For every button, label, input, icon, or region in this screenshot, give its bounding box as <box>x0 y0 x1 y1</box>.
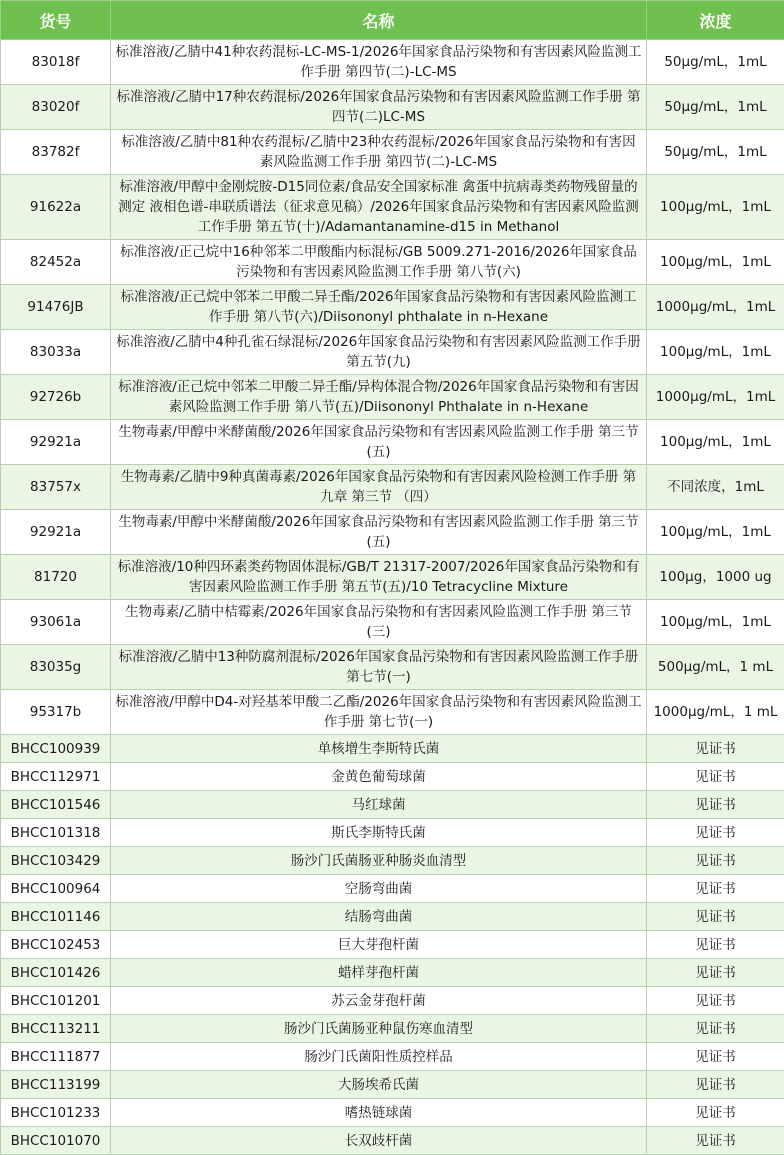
product-code-cell: 93061a <box>1 600 111 645</box>
product-code-cell: 81720 <box>1 555 111 600</box>
product-code-cell: 83033a <box>1 330 111 375</box>
table-row <box>1 240 784 285</box>
table-row <box>1 285 784 330</box>
product-name-cell: 生物毒素/乙腈中9种真菌毒素/2026年国家食品污染物和有害因素风险检测工作手册 第九章 第三节 （四） <box>111 465 647 510</box>
concentration-cell: 见证书 <box>647 931 784 959</box>
product-name-cell: 标准溶液/甲醇中D4-对羟基苯甲酸二乙酯/2026年国家食品污染物和有害因素风险监测工作手册 第七节(一) <box>111 690 647 735</box>
product-name-cell: 生物毒素/乙腈中桔霉素/2026年国家食品污染物和有害因素风险监测工作手册 第三节(三) <box>111 600 647 645</box>
table-row <box>1 987 784 1015</box>
table-row <box>1 375 784 420</box>
product-code-cell: BHCC101146 <box>1 903 111 931</box>
product-name-cell: 标准溶液/乙腈中81种农药混标/乙腈中23种农药混标/2026年国家食品污染物和有害因素风险监测工作手册 第四节(二)-LC-MS <box>111 130 647 175</box>
product-code-cell: 95317b <box>1 690 111 735</box>
table-row <box>1 510 784 555</box>
product-name-cell: 肠沙门氏菌肠亚种肠炎血清型 <box>111 847 647 875</box>
concentration-cell: 50μg/mL，1mL <box>647 85 784 130</box>
product-code-cell: BHCC113199 <box>1 1071 111 1099</box>
product-name-cell: 单核增生李斯特氏菌 <box>111 735 647 763</box>
concentration-cell: 见证书 <box>647 847 784 875</box>
concentration-cell: 100μg/mL，1mL <box>647 600 784 645</box>
product-code-cell: 91476JB <box>1 285 111 330</box>
concentration-cell: 见证书 <box>647 1127 784 1155</box>
concentration-cell: 见证书 <box>647 903 784 931</box>
product-name-cell: 标准溶液/乙腈中41种农药混标-LC-MS-1/2026年国家食品污染物和有害因素风险监测工作手册 第四节(二)-LC-MS <box>111 40 647 85</box>
concentration-cell: 见证书 <box>647 763 784 791</box>
table-row <box>1 1127 784 1155</box>
table-row <box>1 1015 784 1043</box>
table-row <box>1 1099 784 1127</box>
product-name-cell: 标准溶液/正己烷中邻苯二甲酸二异壬酯/异构体混合物/2026年国家食品污染物和有害因素风险监测工作手册 第八节(五)/Diisononyl Phthalate in n-Hexane <box>111 375 647 420</box>
header-concentration: 浓度 <box>647 1 784 40</box>
product-code-cell: BHCC101546 <box>1 791 111 819</box>
product-code-cell: BHCC100939 <box>1 735 111 763</box>
table-row <box>1 40 784 85</box>
table-header <box>1 1 784 40</box>
concentration-cell: 见证书 <box>647 791 784 819</box>
product-code-cell: BHCC101070 <box>1 1127 111 1155</box>
table-row <box>1 819 784 847</box>
product-code-cell: 92726b <box>1 375 111 420</box>
product-code-cell: BHCC112971 <box>1 763 111 791</box>
product-name-cell: 巨大芽孢杆菌 <box>111 931 647 959</box>
header-row <box>1 1 784 40</box>
header-code: 货号 <box>1 1 111 40</box>
product-name-cell: 蜡样芽孢杆菌 <box>111 959 647 987</box>
product-code-cell: 92921a <box>1 510 111 555</box>
table-row <box>1 645 784 690</box>
table-row <box>1 1043 784 1071</box>
product-name-cell: 标准溶液/乙腈中17种农药混标/2026年国家食品污染物和有害因素风险监测工作手册 第四节(二)LC-MS <box>111 85 647 130</box>
concentration-cell: 100μg，1000 ug <box>647 555 784 600</box>
concentration-cell: 见证书 <box>647 875 784 903</box>
table-row <box>1 791 784 819</box>
concentration-cell: 100μg/mL，1mL <box>647 330 784 375</box>
product-code-cell: BHCC100964 <box>1 875 111 903</box>
concentration-cell: 见证书 <box>647 959 784 987</box>
table-row <box>1 330 784 375</box>
product-code-cell: 92921a <box>1 420 111 465</box>
concentration-cell: 500μg/mL，1 mL <box>647 645 784 690</box>
product-code-cell: BHCC103429 <box>1 847 111 875</box>
table-row <box>1 130 784 175</box>
concentration-cell: 1000μg/mL，1mL <box>647 375 784 420</box>
product-code-cell: BHCC111877 <box>1 1043 111 1071</box>
table-row <box>1 847 784 875</box>
table-row <box>1 959 784 987</box>
concentration-cell: 见证书 <box>647 735 784 763</box>
table-row <box>1 175 784 240</box>
product-code-cell: 83035g <box>1 645 111 690</box>
concentration-cell: 见证书 <box>647 1071 784 1099</box>
product-name-cell: 长双歧杆菌 <box>111 1127 647 1155</box>
product-name-cell: 生物毒素/甲醇中米酵菌酸/2026年国家食品污染物和有害因素风险监测工作手册 第三节(五) <box>111 510 647 555</box>
product-name-cell: 大肠埃希氏菌 <box>111 1071 647 1099</box>
product-code-cell: BHCC113211 <box>1 1015 111 1043</box>
table-row <box>1 931 784 959</box>
table-row <box>1 735 784 763</box>
product-code-cell: 83018f <box>1 40 111 85</box>
product-name-cell: 苏云金芽孢杆菌 <box>111 987 647 1015</box>
table-row <box>1 903 784 931</box>
concentration-cell: 1000μg/mL，1mL <box>647 285 784 330</box>
table-row <box>1 690 784 735</box>
product-name-cell: 标准溶液/正己烷中16种邻苯二甲酸酯内标混标/GB 5009.271-2016/2026年国家食品污染物和有害因素风险监测工作手册 第八节(六) <box>111 240 647 285</box>
product-code-cell: 91622a <box>1 175 111 240</box>
product-name-cell: 标准溶液/乙腈中4种孔雀石绿混标/2026年国家食品污染物和有害因素风险监测工作手册 第五节(九) <box>111 330 647 375</box>
product-name-cell: 标准溶液/正己烷中邻苯二甲酸二异壬酯/2026年国家食品污染物和有害因素风险监测工作手册 第八节(六)/Diisononyl phthalate in n-Hexane <box>111 285 647 330</box>
product-code-cell: BHCC101233 <box>1 1099 111 1127</box>
concentration-cell: 50μg/mL，1mL <box>647 130 784 175</box>
header-name: 名称 <box>111 1 647 40</box>
concentration-cell: 不同浓度，1mL <box>647 465 784 510</box>
concentration-cell: 100μg/mL，1mL <box>647 420 784 465</box>
product-code-cell: 82452a <box>1 240 111 285</box>
concentration-cell: 见证书 <box>647 819 784 847</box>
concentration-cell: 100μg/mL，1mL <box>647 175 784 240</box>
concentration-cell: 100μg/mL，1mL <box>647 510 784 555</box>
table-row <box>1 465 784 510</box>
table-body <box>1 40 784 1155</box>
product-code-cell: BHCC101201 <box>1 987 111 1015</box>
product-name-cell: 马红球菌 <box>111 791 647 819</box>
product-code-cell: BHCC101426 <box>1 959 111 987</box>
product-code-cell: 83757x <box>1 465 111 510</box>
product-name-cell: 结肠弯曲菌 <box>111 903 647 931</box>
concentration-cell: 见证书 <box>647 1015 784 1043</box>
product-code-cell: BHCC101318 <box>1 819 111 847</box>
product-code-cell: 83020f <box>1 85 111 130</box>
product-name-cell: 嗜热链球菌 <box>111 1099 647 1127</box>
product-name-cell: 肠沙门氏菌阳性质控样品 <box>111 1043 647 1071</box>
table-row <box>1 85 784 130</box>
table-row <box>1 1071 784 1099</box>
concentration-cell: 见证书 <box>647 1099 784 1127</box>
product-name-cell: 肠沙门氏菌肠亚种鼠伤寒血清型 <box>111 1015 647 1043</box>
table-row <box>1 555 784 600</box>
product-name-cell: 标准溶液/乙腈中13种防腐剂混标/2026年国家食品污染物和有害因素风险监测工作手册 第七节(一) <box>111 645 647 690</box>
product-code-cell: 83782f <box>1 130 111 175</box>
concentration-cell: 见证书 <box>647 1043 784 1071</box>
concentration-cell: 见证书 <box>647 987 784 1015</box>
product-name-cell: 生物毒素/甲醇中米酵菌酸/2026年国家食品污染物和有害因素风险监测工作手册 第三节(五) <box>111 420 647 465</box>
product-name-cell: 标准溶液/甲醇中金刚烷胺-D15同位素/食品安全国家标准 禽蛋中抗病毒类药物残留量的测定 液相色谱-串联质谱法（征求意见稿）/2026年国家食品污染物和有害因素风险监测工作手册 第五节(十)/Adamantanamine-d15 in Methanol <box>111 175 647 240</box>
concentration-cell: 100μg/mL，1mL <box>647 240 784 285</box>
table-row <box>1 875 784 903</box>
product-name-cell: 标准溶液/10种四环素类药物固体混标/GB/T 21317-2007/2026年国家食品污染物和有害因素风险监测工作手册 第五节(五)/10 Tetracycline Mixture <box>111 555 647 600</box>
product-name-cell: 金黄色葡萄球菌 <box>111 763 647 791</box>
product-name-cell: 空肠弯曲菌 <box>111 875 647 903</box>
product-name-cell: 斯氏李斯特氏菌 <box>111 819 647 847</box>
table-row <box>1 420 784 465</box>
product-code-cell: BHCC102453 <box>1 931 111 959</box>
concentration-cell: 1000μg/mL，1 mL <box>647 690 784 735</box>
table-row <box>1 763 784 791</box>
table-row <box>1 600 784 645</box>
concentration-cell: 50μg/mL，1mL <box>647 40 784 85</box>
